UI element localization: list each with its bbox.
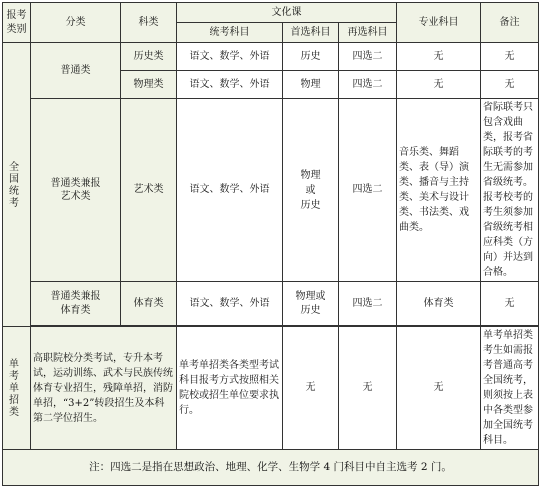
first-choice-cell: 历史 bbox=[283, 43, 339, 71]
header-row-1 bbox=[3, 3, 539, 23]
exam-table-container bbox=[2, 2, 538, 474]
remarks-cell: 单考单招类考生如需报考普通高考全国统考，则须按上表中各类型参加全国统考科目。 bbox=[481, 327, 539, 450]
subject-type-art: 艺术类 bbox=[121, 99, 177, 282]
second-choice-cell: 无 bbox=[339, 327, 397, 450]
remarks-cell: 无 bbox=[481, 71, 539, 99]
subcategory-sports: 普通类兼报 体育类 bbox=[31, 282, 121, 326]
unified-subjects-cell: 语文、数学、外语 bbox=[177, 99, 283, 282]
header-unified-subjects: 统考科目 bbox=[177, 23, 283, 43]
first-choice-cell: 物理 或 历史 bbox=[283, 99, 339, 282]
remarks-cell: 无 bbox=[481, 282, 539, 326]
subject-type-history: 历史类 bbox=[121, 43, 177, 71]
unified-subjects-cell: 语文、数学、外语 bbox=[177, 71, 283, 99]
footnote: 注：四选二是指在思想政治、地理、化学、生物学 4 门科目中自主选考 2 门。 bbox=[3, 450, 539, 486]
professional-cell: 音乐类、舞蹈类、表（导）演类、播音与主持类、美术与设计类、书法类、戏曲类。 bbox=[397, 99, 481, 282]
table-row bbox=[3, 327, 539, 450]
second-choice-cell: 四选二 bbox=[339, 43, 397, 71]
professional-cell: 无 bbox=[397, 43, 481, 71]
second-choice-cell: 四选二 bbox=[339, 99, 397, 282]
remarks-cell: 无 bbox=[481, 43, 539, 71]
subject-type-sports: 体育类 bbox=[121, 282, 177, 326]
unified-subjects-cell: 语文、数学、外语 bbox=[177, 282, 283, 326]
table-row bbox=[3, 282, 539, 326]
group-national-label: 全国统考 bbox=[6, 160, 18, 209]
unified-subjects-cell: 语文、数学、外语 bbox=[177, 43, 283, 71]
professional-cell: 无 bbox=[397, 327, 481, 450]
table-row bbox=[3, 99, 539, 282]
professional-cell: 无 bbox=[397, 71, 481, 99]
first-choice-cell: 无 bbox=[283, 327, 339, 450]
remarks-cell: 省际联考只包含戏曲类，报考省际联考的考生无需参加省级统考。报考校考的考生须参加省级统考相应科类（方向）并达到合格。 bbox=[481, 99, 539, 282]
subcategory-general: 普通类 bbox=[31, 43, 121, 99]
second-choice-cell: 四选二 bbox=[339, 71, 397, 99]
first-choice-cell: 物理或 历史 bbox=[283, 282, 339, 326]
header-professional: 专业科目 bbox=[397, 3, 481, 43]
header-exam-category: 报考 类别 bbox=[3, 3, 31, 43]
exam-subjects-table bbox=[2, 2, 539, 486]
header-first-choice: 首选科目 bbox=[283, 23, 339, 43]
unified-subjects-cell: 单考单招类各类型考试科目报考方式按照相关院校或招生单位要求执行。 bbox=[177, 327, 283, 450]
single-description-cell: 高职院校分类考试，专升本考试，运动训练、武术与民族传统体育专业招生，残障单招，消防单招，“3+2”转段招生及本科第二学位招生。 bbox=[31, 327, 177, 450]
header-culture-group: 文化课 bbox=[177, 3, 397, 23]
footnote-row bbox=[3, 450, 539, 486]
group-single bbox=[3, 327, 31, 450]
table-row bbox=[3, 43, 539, 71]
group-national bbox=[3, 43, 31, 327]
subcategory-art: 普通类兼报 艺术类 bbox=[31, 99, 121, 282]
first-choice-cell: 物理 bbox=[283, 71, 339, 99]
professional-cell: 体育类 bbox=[397, 282, 481, 326]
header-subject-type: 科类 bbox=[121, 3, 177, 43]
group-single-label: 单考单招类 bbox=[6, 358, 18, 418]
header-subcategory: 分类 bbox=[31, 3, 121, 43]
header-second-choice: 再选科目 bbox=[339, 23, 397, 43]
subject-type-physics: 物理类 bbox=[121, 71, 177, 99]
header-remarks: 备注 bbox=[481, 3, 539, 43]
second-choice-cell: 四选二 bbox=[339, 282, 397, 326]
